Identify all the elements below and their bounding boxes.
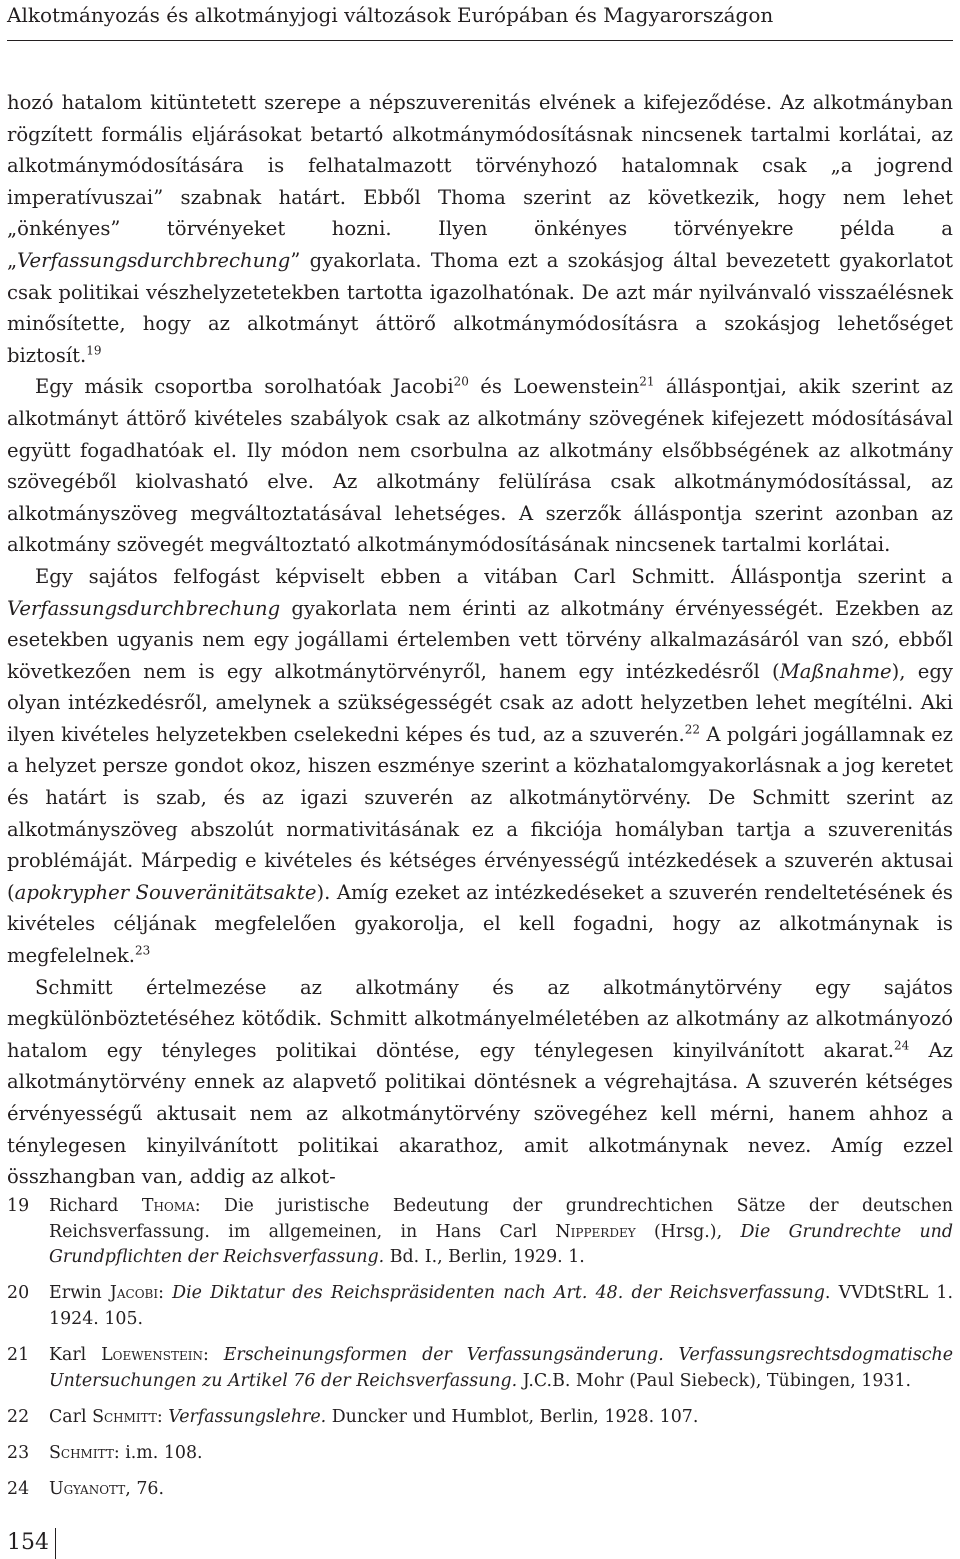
paragraph-1 xyxy=(7,87,953,371)
editor-name: Nipperdey xyxy=(555,1221,636,1242)
footnote-24 xyxy=(7,1477,953,1503)
text-run: hozó hatalom kitüntetett szerepe a népszuverenitás elvének a kifejeződése. Az alkotmányban rögzített formális eljárásokat betartó alkotmánymódosításnak nincsenek tartalmi korlátai, az alkotmánymódosítására is felhatalmazott törvényhozó hatalomnak csak „a jogrend imperatívuszai” szabnak határt. Ebből Thoma szerint az következik, hogy nem lehet „önkényes” törvényeket hozni. Ilyen önkényes törvényekre példa a „ xyxy=(7,91,953,272)
text-run: (Hrsg.), xyxy=(635,1221,741,1242)
text-run: : i.m. 108. xyxy=(113,1442,203,1463)
footnote-ref-24[interactable]: 24 xyxy=(893,1038,910,1053)
text-run: : xyxy=(158,1283,173,1304)
footnotes xyxy=(7,1194,953,1513)
text-run: Az alkotmánytörvény ennek az alapvető politikai döntésnek a végrehajtása. A szuverén kétséges érvényességű aktusait nem az alkotmánytörvény szövegéhez kell mérni, hanem ahhoz a ténylegesen kinyilvánított politikai akarathoz, amit alkotmánynak nevez. Amíg ezzel összhangban van, addig az alkot- xyxy=(7,1038,953,1189)
text-run: : Die juristische Bedeutung der grundrechtichen Sätze der deutschen Reichsverfassung. im allgemeinen, in Hans Carl xyxy=(49,1196,953,1242)
footnote-19 xyxy=(7,1194,953,1271)
italic-term: Verfassungsdurchbrechung xyxy=(17,248,291,272)
footnote-22 xyxy=(7,1405,953,1431)
running-title: Alkotmányozás és alkotmányjogi változások Európában és Magyarországon xyxy=(7,3,774,27)
footnote-ref-19[interactable]: 19 xyxy=(86,343,102,358)
footnote-20 xyxy=(7,1281,953,1332)
text-run: gyakorlata nem érinti az alkotmány érvényességét. Ezekben az esetekben ugyanis nem egy jogállami értelemben vett törvény alkalmazásáról van szó, ebből következően nem is egy alkotmánytörvényről, hanem egy intézkedésről ( xyxy=(7,596,953,683)
author-name: Schmitt xyxy=(49,1442,114,1463)
footnote-number: 24 xyxy=(7,1478,30,1499)
footnote-ref-20[interactable]: 20 xyxy=(453,374,469,389)
author-name: Jacobi xyxy=(109,1283,159,1304)
text-run: A polgári jogállamnak ez a helyzet persze gondot okoz, hiszen eszménye szerint a közhatalomgyakorlásnak a jog keretet és határt is szab, és az igazi szuverén az alkotmánytörvény. De Schmitt szerint az alkotmányszöveg abszolút normativitásának ez a fikciója homályban tartja a szuverenitás problémáját. Márpedig e kivételes és kétséges érvényességű intézkedések a szuverén aktusai ( xyxy=(7,722,954,904)
text-run: ). Amíg ezeket az intézkedéseket a szuverén rendeltetésének és kivételes céljának megfelelően gyakorolja, el kell fogadni, hogy az alkotmánynak is megfelelnek. xyxy=(7,880,953,968)
text-run: : xyxy=(203,1344,224,1365)
text-run: ), egy olyan intézkedésről, amelynek a szükségességét csak az adott helyzetben lehet megítélni. Aki ilyen kivételes helyzetekben cselekedni képes és tud, az a szuverén. xyxy=(7,659,953,746)
footnote-number: 21 xyxy=(7,1344,30,1365)
text-run: Egy másik csoportba sorolhatóak Jacobi xyxy=(35,375,454,399)
italic-term: Maßnahme xyxy=(779,659,892,683)
running-header xyxy=(7,0,953,41)
work-title: Die Diktatur des Reichspräsidenten nach Art. 48. der Reichsverfassung xyxy=(172,1283,825,1304)
page-number: 154 xyxy=(7,1530,49,1555)
text-run: és Loewenstein xyxy=(468,375,640,399)
text-run: Erwin xyxy=(49,1283,110,1304)
text-run: Egy sajátos felfogást képviselt ebben a vitában Carl Schmitt. Álláspontja szerint a xyxy=(35,564,953,588)
author-name: Loewenstein xyxy=(101,1344,204,1365)
text-run: , 76. xyxy=(125,1478,164,1499)
work-title: Verfassungslehre. xyxy=(168,1406,327,1427)
footnote-number: 23 xyxy=(7,1442,30,1463)
text-run: : xyxy=(156,1406,169,1427)
footnote-number: 20 xyxy=(7,1283,30,1304)
author-name: Thoma xyxy=(141,1196,195,1216)
footnote-ref-22[interactable]: 22 xyxy=(684,722,701,737)
footnote-number: 22 xyxy=(7,1406,30,1427)
paragraph-2 xyxy=(7,371,953,561)
footnote-21 xyxy=(7,1343,953,1394)
text-run: álláspontjai, akik szerint az alkotmányt áttörő kivételes szabályok csak az alkotmány szövegének kifejezett módosításával együtt fogadhatóak el. Ily módon nem csorbulna az alkotmány elsőbbségének az alkotmány szövegéből kiolvasható elve. Az alkotmány felülírása csak alkotmánymódosítással, az alkotmányszöveg megváltoztatásával lehetséges. A szerzők álláspontja szerint azonban az alkotmány szövegét megváltoztató alkotmánymódosításának nincsenek tartalmi korlátai. xyxy=(7,375,953,557)
footnote-23 xyxy=(7,1441,953,1467)
text-run: J.C.B. Mohr (Paul Siebeck), Tübingen, 1931. xyxy=(517,1370,912,1391)
paragraph-4 xyxy=(7,972,953,1193)
footnote-ref-21[interactable]: 21 xyxy=(639,374,655,389)
text-run: Carl xyxy=(49,1406,93,1427)
main-text xyxy=(7,87,953,1193)
text-run: Schmitt értelmezése az alkotmány és az alkotmánytörvény egy sajátos megkülönböztetéséhez kötődik. Schmitt alkotmányelméletében az alkotmány az alkotmányozó hatalom egy tényleges politikai döntése, egy ténylegesen kinyilvánított akarat. xyxy=(7,975,953,1062)
footnote-ref-23[interactable]: 23 xyxy=(135,943,151,958)
text-run: . VVDtStRL 1. 1924. 105. xyxy=(49,1283,953,1329)
text-run: Bd. I., Berlin, 1929. 1. xyxy=(384,1247,585,1268)
work-title: Erscheinungsformen der Verfassungsänderung. Verfassungsrechtsdogmatische Untersuchungen zu Artikel 76 der Reichsverfassung. xyxy=(49,1344,953,1391)
paragraph-3 xyxy=(7,561,953,972)
text-run: Richard xyxy=(49,1196,142,1216)
work-title: Die Grundrechte und Grundpflichten der Reichsverfassung. xyxy=(49,1221,953,1268)
italic-term: apokrypher Souveränitätsakte xyxy=(14,880,317,904)
page-number-divider xyxy=(55,1528,56,1559)
text-run: Duncker und Humblot, Berlin, 1928. 107. xyxy=(326,1406,699,1427)
author-name: Ugyanott xyxy=(49,1478,126,1499)
text-run: Karl xyxy=(49,1344,102,1365)
author-name: Schmitt xyxy=(92,1406,157,1427)
footnote-number: 19 xyxy=(7,1196,30,1216)
italic-term: Verfassungsdurchbrechung xyxy=(7,596,281,620)
text-run: ” gyakorlata. Thoma ezt a szokásjog által bevezetett gyakorlatot csak politikai vészhelyzetetekben tartotta igazolhatónak. De azt már nyilvánvaló visszaélésnek minősítette, hogy az alkotmányt áttörő alkotmánymódosításra a szokásjog lehetőséget biztosít. xyxy=(7,248,953,367)
